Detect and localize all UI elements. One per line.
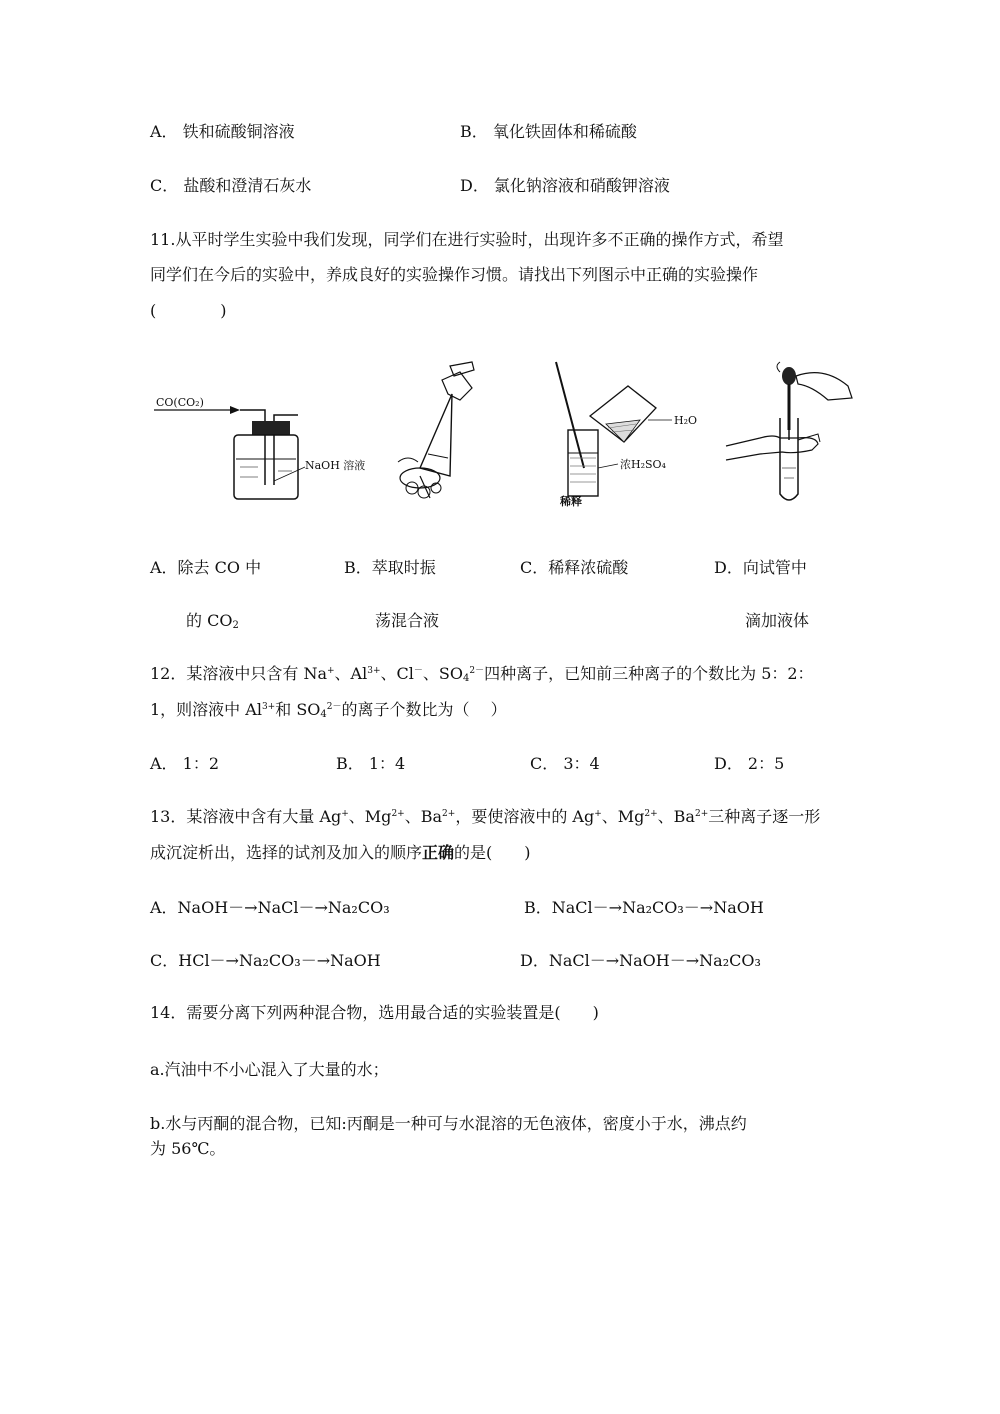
q11-stem-line2: 同学们在今后的实验中，养成良好的实验操作习惯。请找出下列图示中正确的实验操作 bbox=[150, 265, 759, 284]
q12-option-c: C． 3：4 bbox=[530, 754, 600, 773]
q11-option-b-line1: B．萃取时振 bbox=[344, 558, 436, 577]
figure-c-water-label: H₂O bbox=[674, 414, 698, 427]
q13-stem-line1: 13．某溶液中含有大量 Ag+、$Mg^{2+}$、$Ba^{2+}$，要使溶液中的 Ag+、$Mg^{2+}$、$Ba^{2+}$三种离子逐一形 bbox=[150, 807, 821, 826]
q14-item-b-line2: 为 56℃。 bbox=[150, 1139, 226, 1158]
q11-option-b-line2: 荡混合液 bbox=[375, 611, 440, 630]
figure-a-gas-label: CO(CO₂) bbox=[156, 396, 204, 409]
q12-option-a: A． 1：2 bbox=[150, 754, 220, 773]
figure-b-separatory-funnel bbox=[390, 358, 500, 503]
q10-option-b: B． 氧化铁固体和稀硫酸 bbox=[460, 122, 637, 141]
q11-option-a-line2: 的 $CO_2$ bbox=[186, 611, 239, 631]
q12-stem-line2: 1，则溶液中 $Al^{3+}$和 $SO_4^{2-}$的离子个数比为（ ） bbox=[150, 700, 507, 720]
figure-a-solution-label: NaOH 溶液 bbox=[305, 459, 366, 472]
q11-answer-blank: ( ) bbox=[150, 301, 227, 320]
q11-option-d-line2: 滴加液体 bbox=[745, 611, 810, 630]
figure-d-dropper-test-tube bbox=[724, 358, 859, 506]
q13-stem-line2: 成沉淀析出，选择的试剂及加入的顺序正确的是( ) bbox=[150, 843, 531, 862]
q10-option-c: C． 盐酸和澄清石灰水 bbox=[150, 176, 312, 195]
q11-option-a-line1: A．除去 CO 中 bbox=[150, 558, 262, 577]
q11-option-d-line1: D．向试管中 bbox=[714, 558, 807, 577]
q14-item-a: a.汽油中不小心混入了大量的水； bbox=[150, 1060, 389, 1079]
q10-option-d: D． 氯化钠溶液和硝酸钾溶液 bbox=[460, 176, 670, 195]
q12-option-d: D． 2：5 bbox=[714, 754, 785, 773]
q13-option-c: C．HCl－→Na₂CO₃－→NaOH bbox=[150, 951, 381, 970]
figure-c-caption: 稀释 bbox=[560, 495, 582, 508]
figure-c-acid-label: 浓H₂SO₄ bbox=[620, 458, 666, 471]
q13-option-d: D．NaCl－→NaOH－→Na₂CO₃ bbox=[520, 951, 761, 970]
q11-option-c: C．稀释浓硫酸 bbox=[520, 558, 629, 577]
q12-option-b: B． 1：4 bbox=[336, 754, 406, 773]
q13-emphasis: 正确 bbox=[422, 843, 455, 862]
q10-option-a: A． 铁和硫酸铜溶液 bbox=[150, 122, 295, 141]
q14-item-b-line1: b.水与丙酮的混合物，已知:丙酮是一种可与水混溶的无色液体，密度小于水，沸点约 bbox=[150, 1114, 747, 1133]
figure-a-gas-washing-bottle bbox=[150, 385, 390, 505]
q13-option-a: A．NaOH－→NaCl－→Na₂CO₃ bbox=[150, 898, 390, 917]
q14-stem: 14．需要分离下列两种混合物，选用最合适的实验装置是( ) bbox=[150, 1003, 599, 1022]
figure-c-dilution bbox=[548, 358, 718, 508]
q12-stem-line1: 12．某溶液中只含有 Na+、$Al^{3+}$、Cl－、$SO_4^{2-}$四种离子，已知前三种离子的个数比为 5：2： bbox=[150, 664, 814, 684]
q13-option-b: B．NaCl－→Na₂CO₃－→NaOH bbox=[524, 898, 764, 917]
q11-stem-line1: 11.从平时学生实验中我们发现，同学们在进行实验时，出现许多不正确的操作方式，希望 bbox=[150, 230, 784, 249]
